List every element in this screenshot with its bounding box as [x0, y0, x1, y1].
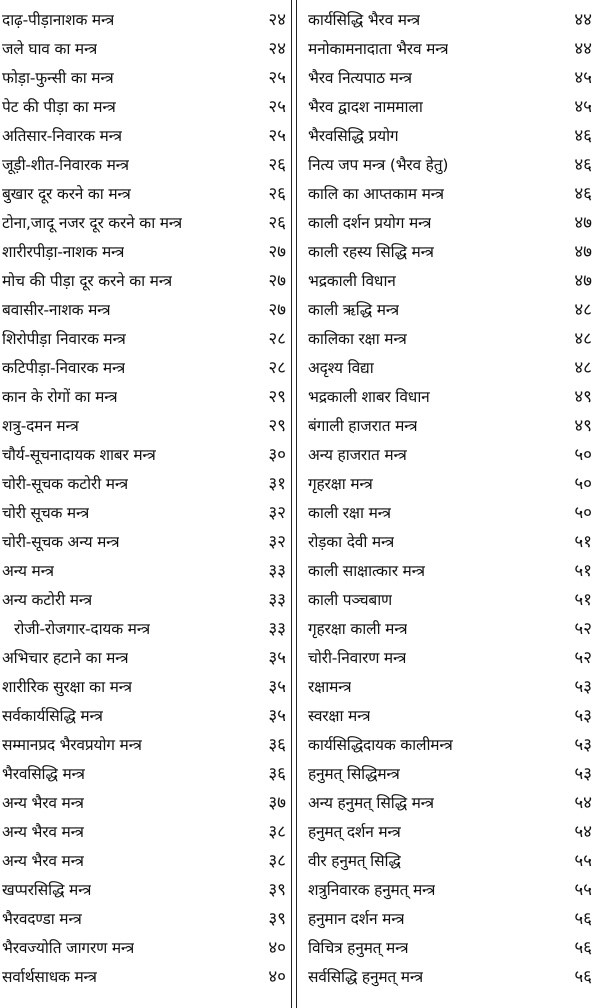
entry-title: सम्मानप्रद भैरवप्रयोग मन्त्र: [2, 735, 142, 754]
list-item: [2, 207, 290, 236]
list-item: [2, 497, 290, 526]
entry-page-number: ५३: [574, 706, 592, 726]
entry-page-number: ४६: [574, 184, 592, 204]
list-item: [2, 758, 290, 787]
entry-page-number: ५०: [574, 503, 592, 523]
entry-title: अन्य हनुमत् सिद्धि मन्त्र: [308, 793, 434, 812]
entry-page-number: ४७: [574, 242, 592, 262]
entry-page-number: ४७: [574, 213, 592, 233]
entry-page-number: ४४: [574, 39, 592, 59]
entry-title: चोरी-सूचक अन्य मन्त्र: [2, 532, 120, 551]
entry-title: सर्वकार्यसिद्धि मन्त्र: [2, 706, 103, 725]
entry-page-number: २४: [268, 39, 286, 59]
entry-page-number: ३६: [268, 764, 286, 784]
list-item: [300, 729, 596, 758]
entry-title: मोच की पीड़ा दूर करने का मन्त्र: [2, 271, 172, 290]
list-item: [300, 816, 596, 845]
entry-page-number: ५४: [574, 793, 592, 813]
entry-title: अन्य भैरव मन्त्र: [2, 793, 84, 812]
list-item: [2, 323, 290, 352]
entry-title: कालिका रक्षा मन्त्र: [308, 329, 407, 348]
list-item: [2, 62, 290, 91]
list-item: [2, 120, 290, 149]
entry-title: बंगाली हाजरात मन्त्र: [308, 416, 418, 435]
entry-title: काली पञ्चबाण: [308, 590, 393, 609]
list-item: [300, 33, 596, 62]
entry-page-number: ५५: [574, 851, 592, 871]
list-item: [2, 816, 290, 845]
list-item: [2, 613, 290, 642]
entry-title: मनोकामनादाता भैरव मन्त्र: [308, 39, 449, 58]
entry-title: चोरी-सूचक कटोरी मन्त्र: [2, 474, 129, 493]
list-item: [300, 497, 596, 526]
entry-page-number: ५०: [574, 445, 592, 465]
entry-page-number: ५४: [574, 822, 592, 842]
entry-page-number: ३५: [268, 677, 286, 697]
column-divider-line: [296, 0, 297, 1008]
entry-page-number: ५१: [574, 532, 592, 552]
list-item: [2, 526, 290, 555]
entry-page-number: २७: [268, 242, 286, 262]
entry-title: पेट की पीड़ा का मन्त्र: [2, 97, 116, 116]
entry-title: वीर हनुमत् सिद्धि: [308, 851, 401, 870]
list-item: [300, 584, 596, 613]
entry-title: अन्य मन्त्र: [2, 561, 54, 580]
entry-title: कार्यसिद्धि भैरव मन्त्र: [308, 10, 420, 29]
entry-title: शिरोपीड़ा निवारक मन्त्र: [2, 329, 126, 348]
entry-page-number: २७: [268, 300, 286, 320]
entry-page-number: ४८: [574, 358, 592, 378]
entry-page-number: २६: [268, 184, 286, 204]
list-item: [300, 207, 596, 236]
entry-page-number: ५६: [574, 938, 592, 958]
list-item: [300, 4, 596, 33]
entry-title: रक्षामन्त्र: [308, 677, 352, 696]
entry-page-number: ३१: [268, 474, 286, 494]
list-item: [300, 91, 596, 120]
entry-page-number: ५३: [574, 764, 592, 784]
entry-page-number: २९: [268, 416, 286, 436]
contents-column-left: [2, 4, 290, 1008]
entry-page-number: २६: [268, 155, 286, 175]
entry-title: अन्य हाजरात मन्त्र: [308, 445, 407, 464]
entry-title: बुखार दूर करने का मन्त्र: [2, 184, 131, 203]
entry-title: भैरव द्वादश नाममाला: [308, 97, 423, 116]
list-item: [2, 468, 290, 497]
entry-page-number: ४६: [574, 126, 592, 146]
entry-title: स्वरक्षा मन्त्र: [308, 706, 371, 725]
entry-title: काली रक्षा मन्त्र: [308, 503, 391, 522]
list-item: [300, 961, 596, 990]
list-item: [2, 874, 290, 903]
list-item: [300, 787, 596, 816]
list-item: [300, 439, 596, 468]
list-item: [2, 671, 290, 700]
list-item: [300, 265, 596, 294]
entry-page-number: ३९: [268, 880, 286, 900]
list-item: [300, 468, 596, 497]
entry-page-number: २४: [268, 10, 286, 30]
list-item: [2, 932, 290, 961]
entry-title: काली ऋद्धि मन्त्र: [308, 300, 399, 319]
entry-page-number: २८: [268, 358, 286, 378]
list-item: [2, 642, 290, 671]
entry-page-number: ३२: [268, 503, 286, 523]
list-item: [300, 758, 596, 787]
entry-title: चोरी-निवारण मन्त्र: [308, 648, 407, 667]
contents-column-right: [300, 4, 596, 1008]
list-item: [2, 787, 290, 816]
entry-title: चोरी सूचक मन्त्र: [2, 503, 90, 522]
entry-page-number: ५५: [574, 880, 592, 900]
entry-page-number: ५६: [574, 967, 592, 987]
entry-page-number: ४९: [574, 387, 592, 407]
entry-title: भैरवदण्डा मन्त्र: [2, 909, 82, 928]
entry-title: फोड़ा-फुन्सी का मन्त्र: [2, 68, 114, 87]
entry-page-number: २६: [268, 213, 286, 233]
entry-page-number: २५: [268, 97, 286, 117]
entry-title: कटिपीड़ा-निवारक मन्त्र: [2, 358, 126, 377]
entry-title: रोजी-रोजगार-दायक मन्त्र: [14, 619, 150, 638]
entry-title: कार्यसिद्धिदायक कालीमन्त्र: [308, 735, 453, 754]
entry-title: चौर्य-सूचनादायक शाबर मन्त्र: [2, 445, 156, 464]
entry-title: हनुमत् सिद्धिमन्त्र: [308, 764, 400, 783]
entry-title: अन्य भैरव मन्त्र: [2, 822, 84, 841]
list-item: [2, 381, 290, 410]
entry-title: हनुमान दर्शन मन्त्र: [308, 909, 405, 928]
list-item: [300, 120, 596, 149]
entry-page-number: २५: [268, 68, 286, 88]
entry-page-number: ४८: [574, 329, 592, 349]
list-item: [300, 352, 596, 381]
entry-title: नित्य जप मन्त्र (भैरव हेतु): [308, 155, 449, 174]
list-item: [300, 381, 596, 410]
entry-page-number: ४८: [574, 300, 592, 320]
entry-page-number: २७: [268, 271, 286, 291]
list-item: [300, 700, 596, 729]
entry-page-number: ३८: [268, 851, 286, 871]
list-item: [2, 149, 290, 178]
list-item: [300, 874, 596, 903]
entry-title: टोना,जादू नजर दूर करने का मन्त्र: [2, 213, 182, 232]
entry-title: शत्रुनिवारक हनुमत् मन्त्र: [308, 880, 436, 899]
list-item: [300, 671, 596, 700]
entry-page-number: ५६: [574, 909, 592, 929]
entry-title: कालि का आप्तकाम मन्त्र: [308, 184, 444, 203]
list-item: [2, 961, 290, 990]
entry-title: खप्परसिद्धि मन्त्र: [2, 880, 92, 899]
entry-title: शत्रु-दमन मन्त्र: [2, 416, 79, 435]
list-item: [2, 4, 290, 33]
list-item: [300, 149, 596, 178]
entry-page-number: ४०: [268, 938, 286, 958]
entry-page-number: ३३: [268, 619, 286, 639]
list-item: [300, 642, 596, 671]
entry-title: जले घाव का मन्त्र: [2, 39, 98, 58]
list-item: [2, 236, 290, 265]
column-divider-line: [291, 0, 292, 1008]
list-item: [300, 62, 596, 91]
list-item: [2, 439, 290, 468]
entry-page-number: ४५: [574, 97, 592, 117]
entry-title: विचित्र हनुमत् मन्त्र: [308, 938, 409, 957]
entry-title: दाढ़-पीड़ानाशक मन्त्र: [2, 10, 115, 29]
entry-title: भद्रकाली शाबर विधान: [308, 387, 430, 406]
list-item: [300, 410, 596, 439]
list-item: [300, 903, 596, 932]
list-item: [2, 845, 290, 874]
list-item: [2, 410, 290, 439]
entry-title: रोड़का देवी मन्त्र: [308, 532, 395, 551]
entry-page-number: २८: [268, 329, 286, 349]
entry-page-number: ३७: [268, 793, 286, 813]
entry-page-number: ४४: [574, 10, 592, 30]
entry-page-number: ४०: [268, 967, 286, 987]
entry-page-number: ५३: [574, 735, 592, 755]
entry-title: भैरवज्योति जागरण मन्त्र: [2, 938, 135, 957]
entry-page-number: ३८: [268, 822, 286, 842]
entry-page-number: ४७: [574, 271, 592, 291]
entry-title: गृहरक्षा काली मन्त्र: [308, 619, 408, 638]
entry-title: जूड़ी-शीत-निवारक मन्त्र: [2, 155, 129, 174]
list-item: [2, 352, 290, 381]
entry-title: गृहरक्षा मन्त्र: [308, 474, 373, 493]
list-item: [300, 526, 596, 555]
entry-title: शारीरपीड़ा-नाशक मन्त्र: [2, 242, 125, 261]
entry-title: हनुमत् दर्शन मन्त्र: [308, 822, 401, 841]
entry-page-number: ३३: [268, 590, 286, 610]
list-item: [300, 323, 596, 352]
entry-title: अदृश्य विद्या: [308, 358, 374, 377]
entry-title: सर्वसिद्धि हनुमत् मन्त्र: [308, 967, 424, 986]
entry-page-number: ५१: [574, 590, 592, 610]
entry-title: बवासीर-नाशक मन्त्र: [2, 300, 111, 319]
entry-page-number: ५२: [574, 648, 592, 668]
entry-title: भद्रकाली विधान: [308, 271, 396, 290]
entry-title: शारीरिक सुरक्षा का मन्त्र: [2, 677, 132, 696]
entry-page-number: ४५: [574, 68, 592, 88]
entry-page-number: ३५: [268, 648, 286, 668]
entry-page-number: २९: [268, 387, 286, 407]
entry-title: कान के रोगों का मन्त्र: [2, 387, 118, 406]
list-item: [300, 845, 596, 874]
entry-title: अन्य भैरव मन्त्र: [2, 851, 84, 870]
list-item: [2, 584, 290, 613]
entry-page-number: ४९: [574, 416, 592, 436]
entry-title: काली रहस्य सिद्धि मन्त्र: [308, 242, 434, 261]
list-item: [300, 236, 596, 265]
list-item: [2, 91, 290, 120]
entry-title: भैरवसिद्धि मन्त्र: [2, 764, 85, 783]
list-item: [2, 555, 290, 584]
list-item: [300, 555, 596, 584]
list-item: [300, 932, 596, 961]
entry-page-number: ३६: [268, 735, 286, 755]
list-item: [300, 178, 596, 207]
list-item: [2, 33, 290, 62]
entry-title: काली साक्षात्कार मन्त्र: [308, 561, 425, 580]
entry-page-number: ५३: [574, 677, 592, 697]
entry-title: भैरव नित्यपाठ मन्त्र: [308, 68, 412, 87]
entry-page-number: २५: [268, 126, 286, 146]
entry-page-number: ३०: [268, 445, 286, 465]
list-item: [2, 903, 290, 932]
entry-page-number: ३२: [268, 532, 286, 552]
entry-page-number: ४६: [574, 155, 592, 175]
entry-page-number: ५२: [574, 619, 592, 639]
list-item: [2, 178, 290, 207]
entry-title: अन्य कटोरी मन्त्र: [2, 590, 93, 609]
entry-page-number: ३९: [268, 909, 286, 929]
entry-page-number: ५१: [574, 561, 592, 581]
entry-title: भैरवसिद्धि प्रयोग: [308, 126, 399, 145]
entry-title: सर्वार्थसाधक मन्त्र: [2, 967, 97, 986]
entry-title: अभिचार हटाने का मन्त्र: [2, 648, 129, 667]
entry-title: काली दर्शन प्रयोग मन्त्र: [308, 213, 432, 232]
list-item: [2, 729, 290, 758]
list-item: [300, 294, 596, 323]
list-item: [300, 613, 596, 642]
entry-title: अतिसार-निवारक मन्त्र: [2, 126, 122, 145]
entry-page-number: ३३: [268, 561, 286, 581]
list-item: [2, 265, 290, 294]
entry-page-number: ५०: [574, 474, 592, 494]
entry-page-number: ३५: [268, 706, 286, 726]
list-item: [2, 294, 290, 323]
list-item: [2, 700, 290, 729]
